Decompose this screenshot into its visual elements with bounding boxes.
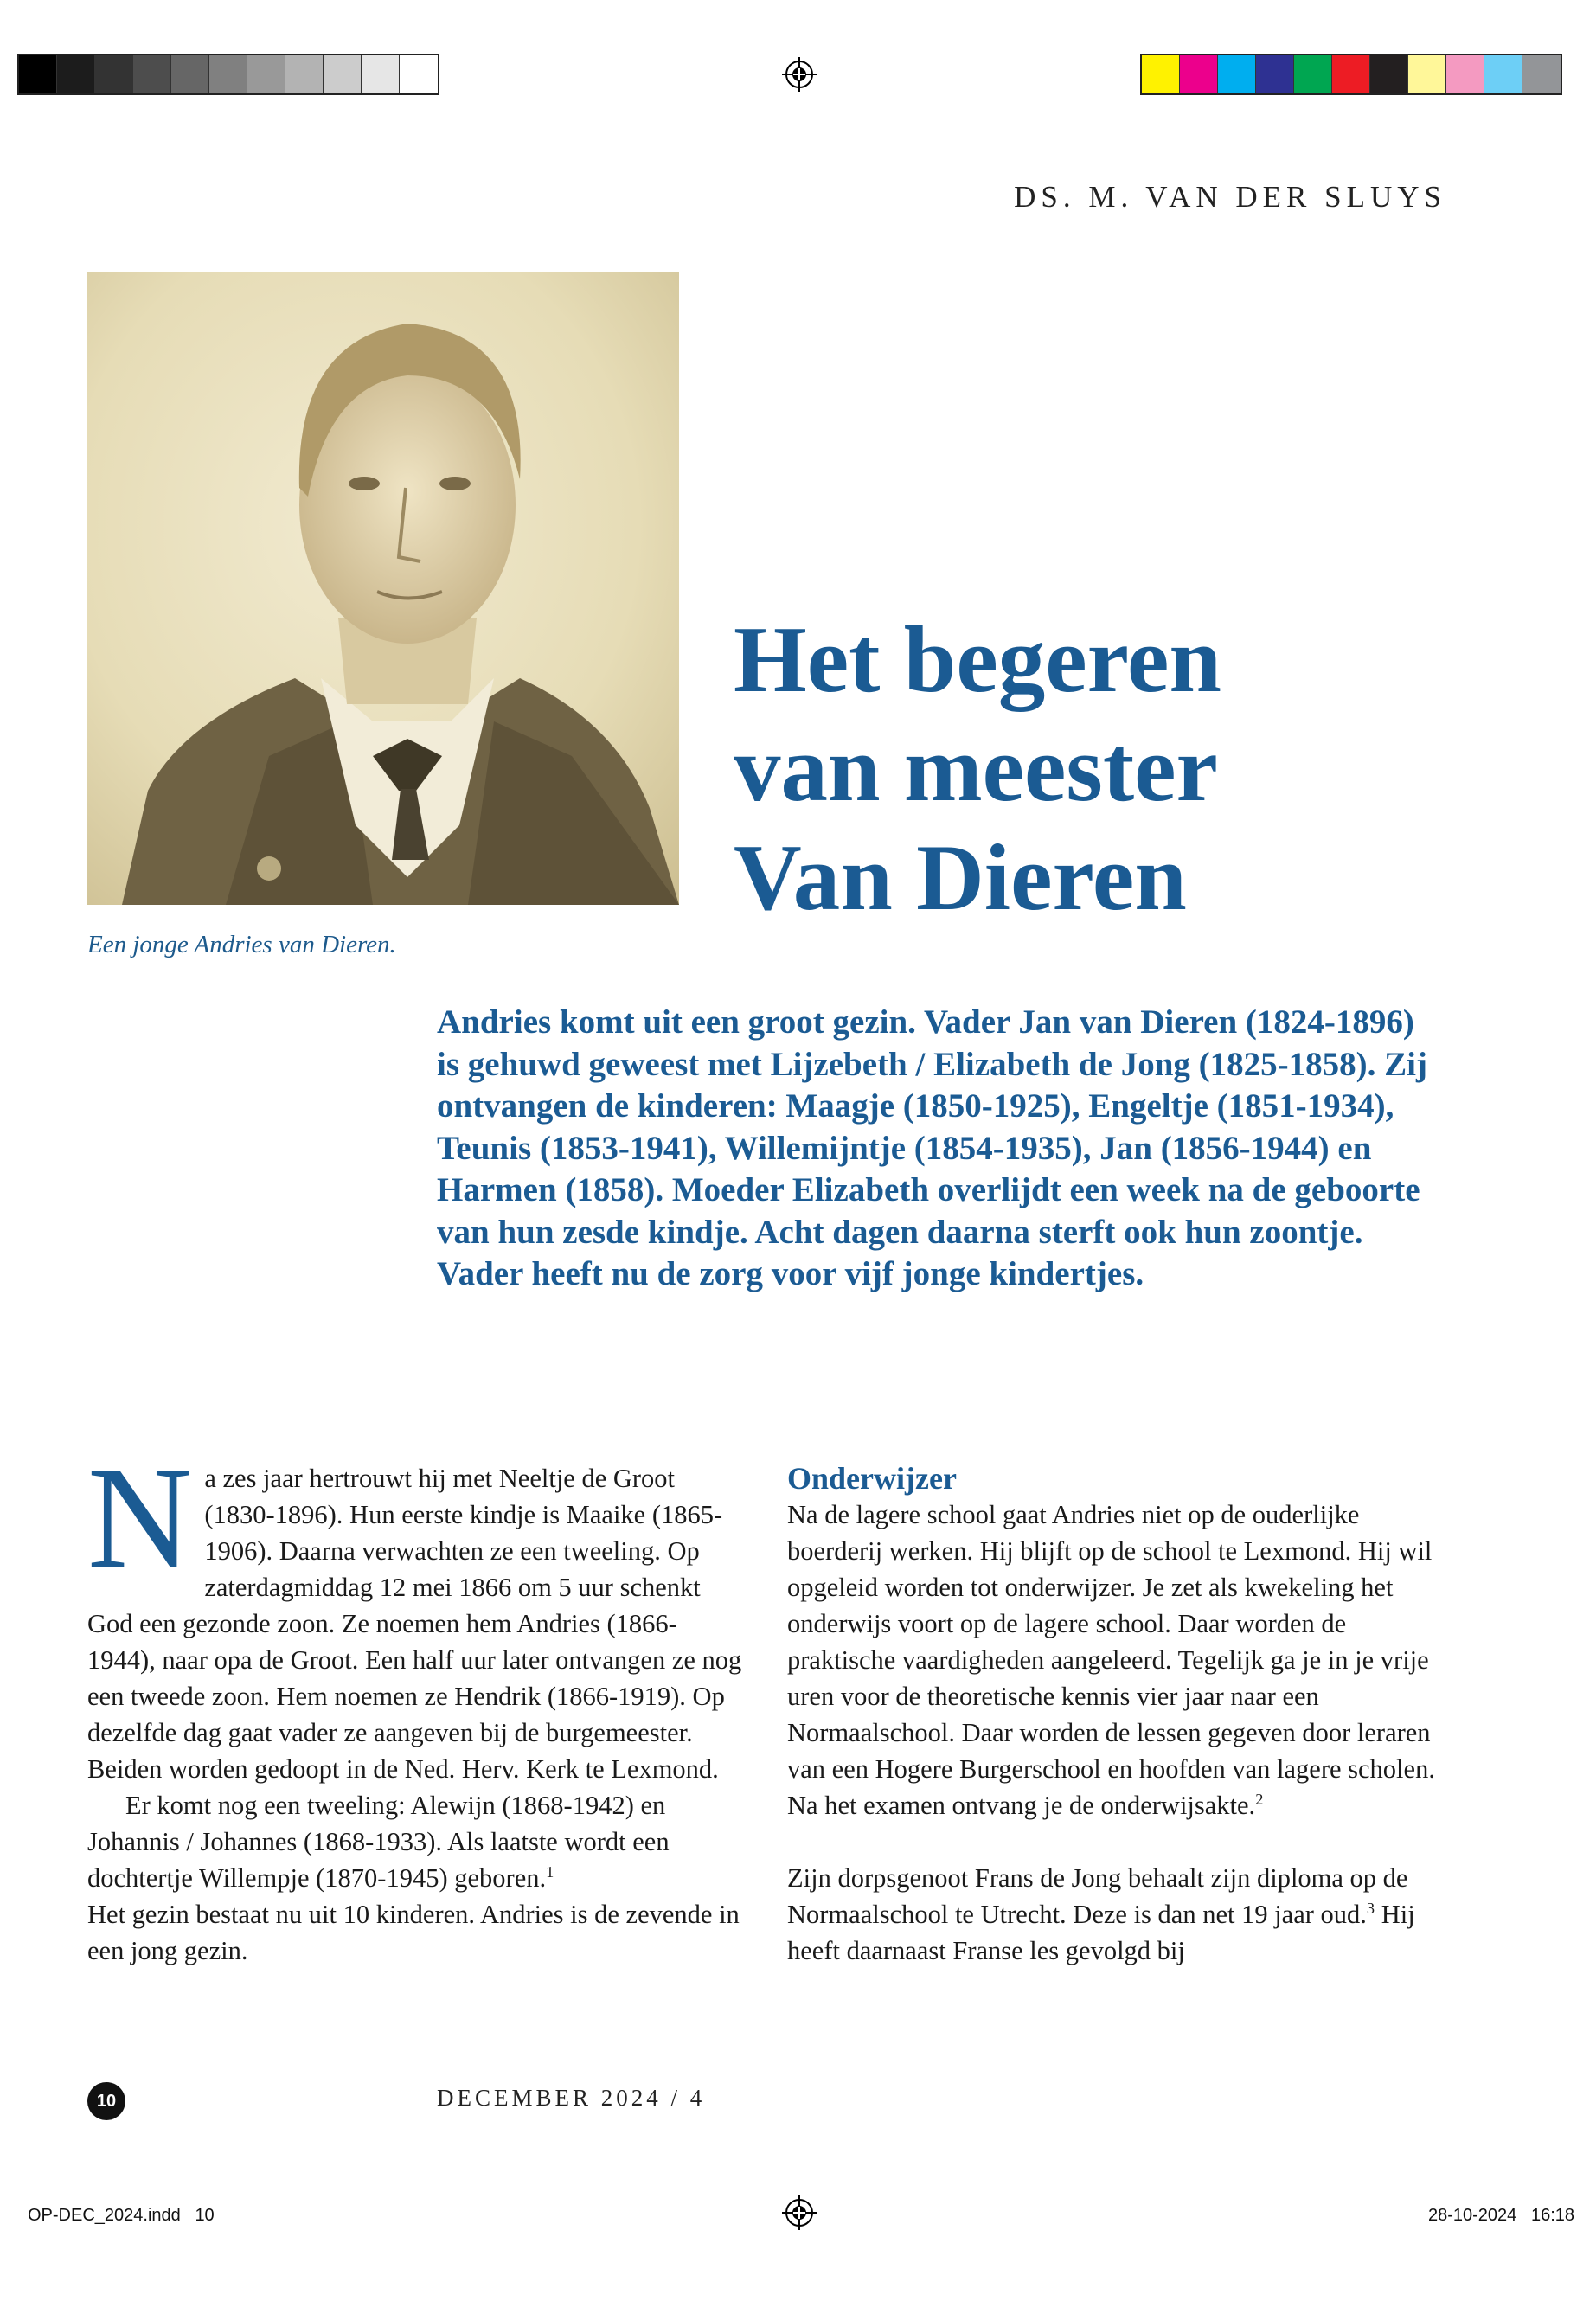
footnote-ref: 1 [546, 1862, 554, 1881]
drop-cap: N [87, 1438, 193, 1599]
color-swatch [1522, 55, 1561, 93]
gray-swatch [324, 55, 362, 93]
grayscale-calibration-bar [17, 54, 439, 95]
paragraph: Het gezin bestaat nu uit 10 kinderen. Andries is de zevende in een jong gezin. [87, 1900, 740, 1965]
paragraph-text: Zijn dorpsgenoot Frans de Jong behaalt zijn diploma op de Normaalschool te Utrecht. Deze is dan net 19 jaar oud. [787, 1863, 1408, 1929]
body-column-left [87, 1438, 745, 1969]
color-swatch [1294, 55, 1332, 93]
gray-swatch [57, 55, 95, 93]
file-slug: OP-DEC_2024.indd 10 [28, 2206, 215, 2225]
footnote-ref: 2 [1255, 1790, 1264, 1808]
color-calibration-bar [1140, 54, 1562, 95]
color-swatch [1332, 55, 1370, 93]
section-heading: Onderwijzer [787, 1461, 957, 1496]
color-swatch [1370, 55, 1408, 93]
paragraph [787, 1497, 1453, 1823]
color-swatch [1180, 55, 1218, 93]
paragraph [87, 1787, 745, 1896]
gray-swatch [171, 55, 209, 93]
color-swatch [1218, 55, 1256, 93]
color-swatch [1446, 55, 1484, 93]
gray-swatch [400, 55, 438, 93]
color-swatch [1408, 55, 1446, 93]
registration-mark-bottom [782, 2195, 817, 2230]
gray-swatch [19, 55, 57, 93]
portrait-photo [87, 272, 679, 905]
paragraph [787, 1860, 1453, 1969]
body-column-right [787, 1460, 1453, 1969]
gray-swatch [209, 55, 247, 93]
gray-swatch [362, 55, 400, 93]
title-line-2: van meester [734, 716, 1218, 821]
paragraph: a zes jaar hertrouwt hij met Neeltje de Groot (1830-1896). Hun eerste kindje is Maaike (1865-1906). Daarna verwachten ze een tweeling. Op zaterdagmiddag 12 mei 1866 om 5 uur schenkt God een gezonde zoon. Ze noemen hem Andries (1866-1944), naar opa de Groot. Een half uur later ontvangen ze nog een tweede zoon. Hem noemen ze Hendrik (1866-1919). Op dezelfde dag gaat vader ze aangeven bij de burgemeester. Beiden worden gedoopt in de Ned. Herv. Kerk te Lexmond. [87, 1464, 742, 1784]
gray-swatch [285, 55, 324, 93]
color-swatch [1484, 55, 1522, 93]
gray-swatch [247, 55, 285, 93]
paragraph-text: Na de lagere school gaat Andries niet op de ouderlijke boerderij werken. Hij blijft op de school te Lexmond. Hij wil opgeleid worden tot onderwijzer. Je zet als kwekeling het onderwijs voort op de lagere school. Daar worden de praktische vaardigheden aangeleerd. Tegelijk ga je in je vrije uren voor de theoretische kennis vier jaar naar een Normaalschool. Daar worden de lessen gegeven door leraren van een Hogere Burgerschool en hoofden van lagere scholen. Na het examen ontvang je de onderwijsakte. [787, 1500, 1435, 1820]
registration-mark-top [782, 57, 817, 92]
article-title [734, 606, 1512, 933]
page-number: 10 [87, 2082, 125, 2120]
gray-swatch [95, 55, 133, 93]
issue-label: DECEMBER 2024 / 4 [437, 2085, 706, 2111]
color-swatch [1256, 55, 1294, 93]
intro-paragraph: Andries komt uit een groot gezin. Vader Jan van Dieren (1824-1896) is gehuwd geweest met Lijzebeth / Elizabeth de Jong (1825-1858). Zij ontvangen de kinderen: Maagje (1850-1925), Engeltje (1851-1934), Teunis (1853-1941), Willemijntje (1854-1935), Jan (1856-1944) en Harmen (1858). Moeder Elizabeth overlijdt een week na de geboorte van hun zesde kindje. Acht dagen daarna sterft ook hun zoontje. Vader heeft nu de zorg voor vijf jonge kindertjes. [437, 1003, 1427, 1292]
photo-caption: Een jonge Andries van Dieren. [87, 931, 396, 958]
gray-swatch [133, 55, 171, 93]
paragraph-text: Hij heeft daarnaast Franse les gevolgd bij [787, 1900, 1415, 1965]
date-slug: 28-10-2024 16:18 [1427, 2206, 1574, 2225]
color-swatch [1142, 55, 1180, 93]
title-line-3: Van Dieren [734, 825, 1187, 930]
footnote-ref: 3 [1366, 1899, 1375, 1917]
title-line-1: Het begeren [734, 607, 1222, 712]
author-name: DS. M. VAN DER SLUYS [1014, 180, 1446, 214]
paragraph-text: Er komt nog een tweeling: Alewijn (1868-1942) en Johannis / Johannes (1868-1933). Als laatste wordt een dochtertje Willempje (1870-1945) geboren. [87, 1791, 670, 1893]
